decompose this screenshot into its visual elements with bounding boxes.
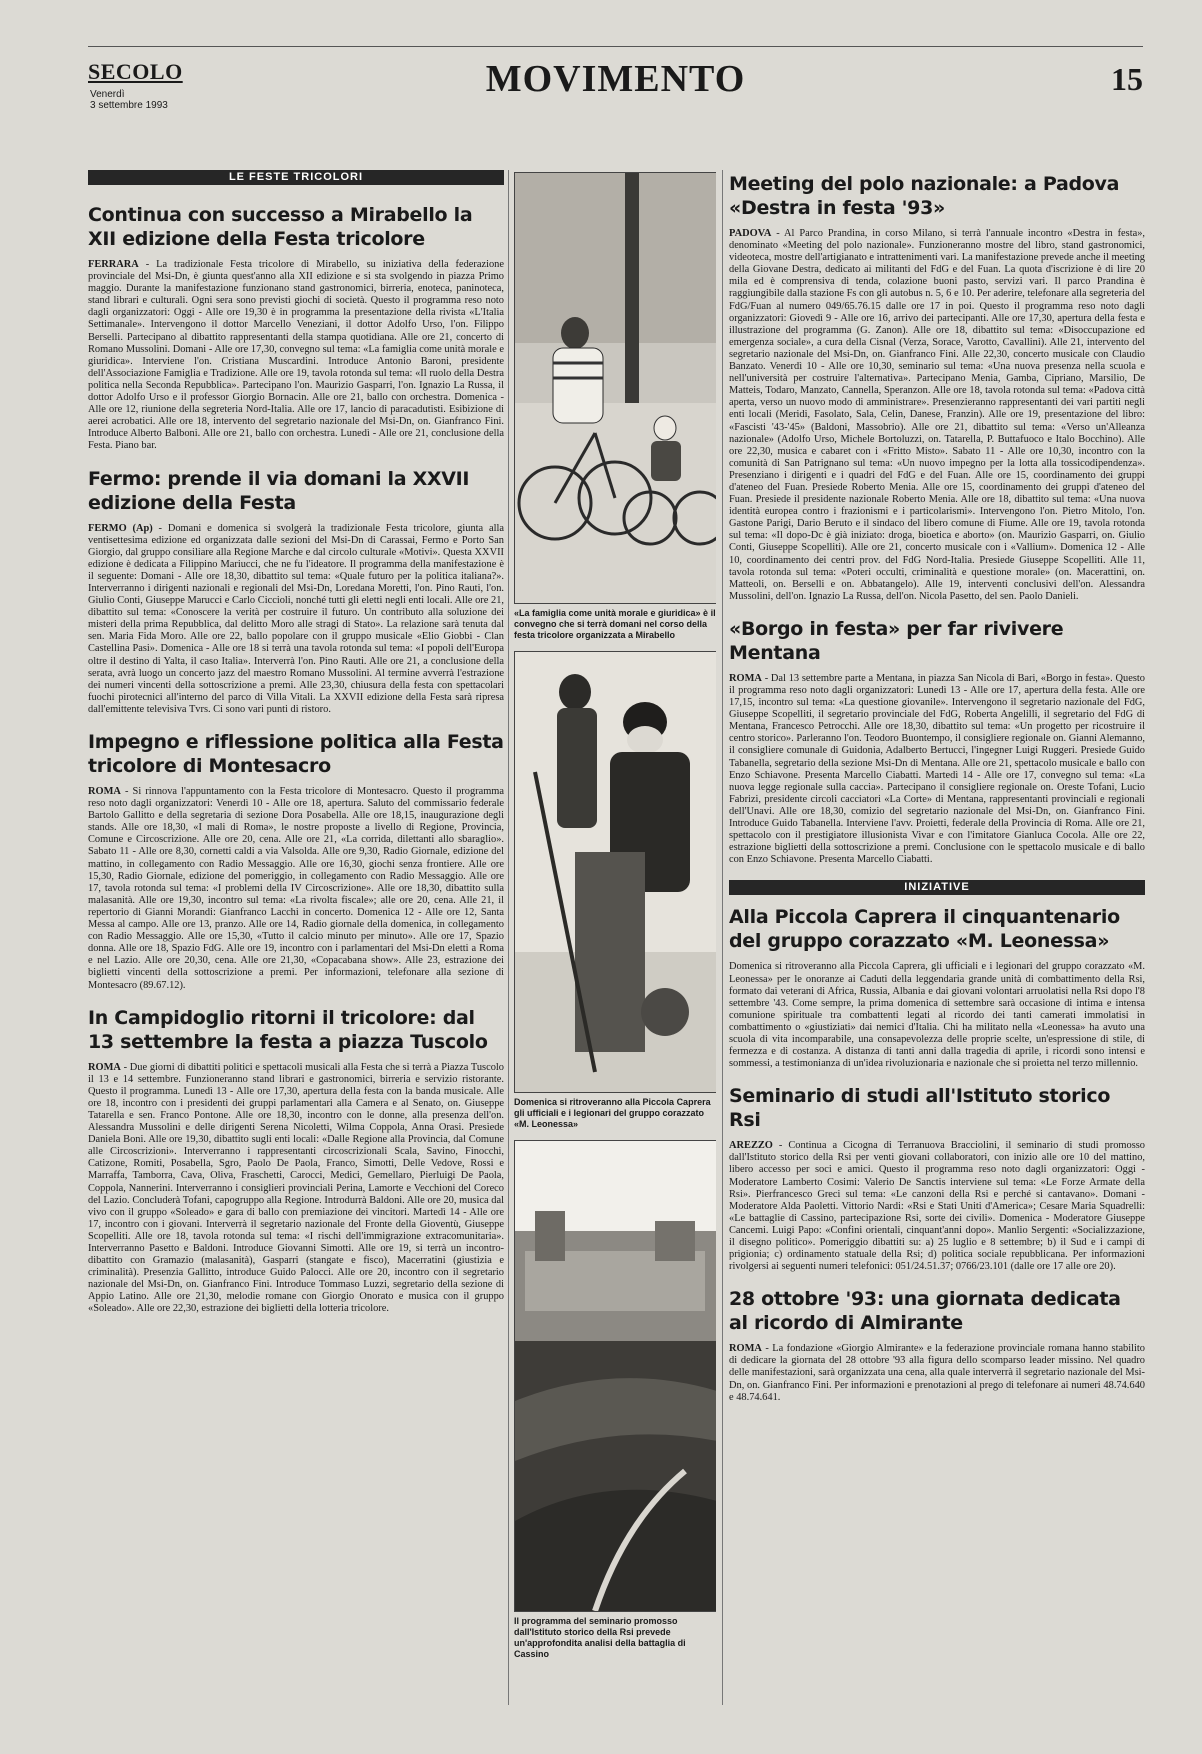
article-body [88,1062,504,1316]
article-headline: Meeting del polo nazionale: a Padova «Destra in festa '93» [729,173,1120,219]
article-dateline: ROMA [729,1343,762,1355]
article-headline: In Campidoglio ritorni il tricolore: dal 13 settembre la festa a piazza Tuscolo [88,1006,488,1053]
article-headline: «Borgo in festa» per far rivivere Mentana [729,617,1064,664]
article [729,617,1145,867]
article-text: - La tradizionale Festa tricolore di Mirabello, su iniziativa della federazione provinciale del Msi-Dn, è giunta quest'anno alla XII edizione e si sta svolgendo in piazza Primo maggio. Durante la manifestazione funzionano stand gastronomici, birreria, enoteca, paninoteca, stand librari e culturali. Ogni sera sono previsti giochi di società. Questo il programma reso noto dagli organizzatori: Oggi - Alle ore 19,30 è in programma la presentazione della rivista «L'Italia Settimanale». Intervengono il dottor Marcello Veneziani, il dottor Adolfo Urso, l'on. Filippo Berselli. Partecipano al dibattito rappresentanti della stampa quotidiana. Alle ore 21, concerto di Romano Mussolini. Domani - Alle ore 17,30, convegno sul tema: «La famiglia come unità morale e giuridica». Interviene l'on. Cristiana Muscardini. Introduce Antonio Baroni, presidente dell'Associazione Famiglia e Tradizione. Alle ore 19, tavola rotonda sul tema: «Il ruolo della Destra politica nella Seconda Repubblica». Partecipano l'on. Maurizio Gasparri, l'on. Ignazio La Russa, il dottor Adolfo Urso e il professor Giorgio Bornacin. Alle ore 21, ballo con orchestra. Domenica - Alle ore 12, riunione della segreteria Nord-Italia. Alle ore 17, lancio di paracadutisti. Esibizione di aerei acrobatici. Alle ore 18, intervento del segretario nazionale del Msi-Dn, on. Gianfranco Fini. Introduce Alberto Balboni. Alle ore 21, ballo con orchestra. Lunedì - Alle ore 21, conclusione della Festa. Piano bar. [88,259,504,452]
article-dateline: FERMO (Ap) [88,522,153,534]
newspaper-brand: SECOLO [88,59,183,84]
article-dateline: ROMA [88,1061,121,1073]
article-text: - Continua a Cicogna di Terranuova Bracciolini, il seminario di studi promosso dall'Istituto storico della Rsi per venti giovani collaboratori, con inizio alle ore 10 del mattino, libero accesso per soci e amici. Questo il programma reso noto dagli organizzatori: Oggi - Moderatore Lamberto Cosimi: Valerio De Sanctis interviene sul tema: «Le Forze Armate della Rsi». Pierfrancesco Greci sul tema: «Le canzoni della Rsi e perché si cantavano». Domani - Moderatore Alda Paoletti. Vittorio Nardi: «Rsi e Stati Uniti d'America»; Cesare Maria Squadrelli: «Le battaglie di Cassino, partecipazione Rsi, sorte dei civili». Domenica - Moderatore Giuseppe Cancemi. Luigi Papo: «Confini orientali, cinquant'anni dopo». Manlio Sergenti: «Socializzazione, il disegno politico». Pomeriggio dibattiti su: a) 25 luglio e 8 settembre; b) il Sud e i campi di prigionia; c) ordinamento statuale della Rsi; d) politica sociale repubblicana. Per informazioni rivolgersi ai seguenti numeri telefonici: 051/24.51.37; 0766/23.101 (dalle ore 17 alle ore 20). [729,1140,1145,1273]
photo-cassino [514,1140,716,1612]
photo-legionaries [514,651,716,1093]
page-number: 15 [1111,61,1143,97]
article [729,1084,1145,1273]
article-body [729,961,1145,1070]
article-dateline: AREZZO [729,1140,773,1152]
photo-legionaries-image [515,652,716,1092]
article-body [88,786,504,992]
section-kicker: LE FESTE TRICOLORI [88,170,504,185]
column-divider [722,170,723,1705]
photo-column [514,172,716,1702]
article-text: - La fondazione «Giorgio Almirante» e la federazione provinciale romana hanno stabilito di dedicare la giornata del 28 ottobre '93 alla figura dello scomparso leader missino. Nel quadro delle manifestazioni, sarà organizzata una cena, alla quale interverrà il segretario nazionale del Msi-Dn, on. Gianfranco Fini. Per informazioni e prenotazioni al prego di telefonare ai numeri 48.74.640 e 48.74.641. [729,1343,1145,1403]
section-kicker: INIZIATIVE [729,880,1145,895]
article [88,467,504,717]
article [88,730,504,992]
article [729,172,1145,603]
left-column [88,170,504,1705]
article-dateline: FERRARA [88,259,139,270]
issue-full-date: 3 settembre 1993 [90,100,168,111]
article-text: - Dal 13 settembre parte a Mentana, in piazza San Nicola di Bari, «Borgo in festa». Questo il programma reso noto dagli organizzatori: Lunedì 13 - Alle ore 17, apertura della festa. Alle ore 17,15, incontro sul tema: «La questione giovanile». Intervengono il segretario nazionale del FdG, Giuseppe Scopelliti, il segretario provinciale del FdG, Roberta Angelilli, il segretario del FdG di Mentana, Francesco Petrocchi. Alle ore 18,30, dibattito sul tema: «Un progetto per ricostruire il centro storico». Parleranno l'on. Teodoro Buontempo, il consigliere regionale on. Gianni Alemanno, il consigliere comunale di Guidonia, Adalberto Bertucci, l'ingegner Luigi Ruggeri. Presiede Guido Tabanella, segretario della sezione Msi-Dn di Mentana. Alle ore 21, spettacolo musicale e ballo con Enzo Schiavone. Presenta Marcello Ciabatti. Martedì 14 - Alle ore 17, convegno sul tema: «La nuova legge regionale sulla caccia». Partecipano il consigliere regionale on. Oreste Tofani, Lucio Fabrizi, presidente circoli cacciatori «La Corte» di Mentana, rappresentanti provinciali e regionali dell'Unavi. Alle ore 18,30, comizio del segretario nazionale del Msi-Dn, on. Gianfranco Fini. Introduce Guido Tabanella. Interviene l'avv. Proietti, federale della Provincia di Roma. Alle ore 21, spettacolo con il prestigiatore illusionista Vivar e con l'imitatore Gianluca Cocola. Alle ore 22, estrazione biglietti della sottoscrizione a premi. Conclusione con le spettacolo musicale e di ballo con Enzo Schiavone. Presenta Marcello Ciabatti. [729,672,1145,866]
article-headline: Fermo: prende il via domani la XXVII edizione della Festa [88,467,470,514]
article-text: Domenica si ritroveranno alla Piccola Caprera, gli ufficiali e i legionari del gruppo corazzato «M. Leonessa» per le onoranze ai Caduti della leggendaria grande unità di combattimento della Rsi, formato dai veterani di Africa, Russia, Albania e dai giovani volontari arruolatisi nella Rsi dopo l'8 settembre '43. Come sempre, la prima domenica di settembre sarà occasione di intima e intensa comunione spirituale tra combattenti legati al ricordo dei tanti camerati immolatisi in combattimento o «giustiziati» dai nemici d'Italia. Chi ha militato nella «Leonessa» ha avuto una scuola di vita incomparabile, una consapevolezza delle proprie scelte, un'espressione di stile, di fermezza e di costanza. A distanza di tanti anni dalla tragedia di aprile, i ricordi sono intensi e sommessi, a testimonianza di un'idea rivoluzionaria e nazionale che si proietta nel terzo millennio. [729,961,1145,1070]
article-body [88,523,504,717]
article-headline: Impegno e riflessione politica alla Festa tricolore di Montesacro [88,731,504,777]
photo-family-cycling [514,172,716,604]
article [88,203,504,453]
article-body [729,673,1145,867]
right-column [729,172,1145,1707]
issue-weekday: Venerdì [90,89,125,100]
article-text: - Si rinnova l'appuntamento con la Festa tricolore di Montesacro. Questo il programma reso noto dagli organizzatori: Venerdì 10 - Alle ore 18, apertura. Saluto del commissario federale Bartolo Gallitto e della segretaria di sezione Dora Posabella. Alle ore 18,15, inaugurazione degli stands. Alle ore 18,30, «I mali di Roma», le nostre proposte a livello di Regione, Provincia, Comune e Circoscrizione. Alle ore 20, cena. Alle ore 21, «La corrida, dilettanti allo sbaraglio». Sabato 11 - Alle ore 8,30, cornetti caldi a via Valsolda. Alle ore 9,30, Radio Giornale, edizione del mattino, in collegamento con Radio Messaggio. Alle ore 16,30, giochi senza frontiere. Alle ore 15,30, Radio Giornale, edizione del pomeriggio, in collegamento con Radio Messaggio. Alle ore 17, tavola rotonda sul tema: «I problemi della IV Circoscrizione». Alle ore 18,30, dibattito sulla malasanità. Alle ore 19,30, incontro sul tema: «La rivolta fiscale»; alle ore 20, cena. Alle 21, il repertorio di Gianni Morandi: Gianfranco Lacchi in concerto. Domenica 12 - Alle ore 12, Santa Messa al campo. Alle ore 13, pranzo. Alle ore 14, Radio giornale della domenica, in collegamento con Radio Messaggio. Alle ore 15,30, «Tutto il calcio minuto per minuto». Alle ore 17, Spazio donna. Alle ore 18, Spazio FdG. Alle ore 19, incontro con i parlamentari del Msi-Dn eletti a Roma e nel Lazio. Alle ore 20,30, cena. Alle ore 21,30, «Copacabana show». Alle 23, estrazione dei biglietti vincenti della sottoscrizione a premi. Per informazioni, telefonare alla sezione di Montesacro (89.67.12). [88,786,504,991]
article [88,1006,504,1316]
article-body [729,1140,1145,1273]
article-body [88,259,504,453]
article-text: - Al Parco Prandina, in corso Milano, si terrà l'annuale incontro «Destra in festa», denominato «Meeting del polo nazionale». Funzioneranno mostre del libro, stand gastronomici, videoteca, mostre dell'artigianato e intrattenimenti vari. La manifestazione prevede anche il meeting della Giovane Destra, dedicato ai militanti del FdG e del Fuan. La quota d'iscrizione è di lire 20 mila ed è comprensiva di tenda, colazione buoni pasto, servizi vari. Il parco Prandina è raggiungibile dalla stazione Fs con gli autobus n. 5, 6 e 10. Per aderire, telefonare alla segreteria del FdG/Fuan al numero 049/65.76.15 dalle ore 17 in poi. Questo il programma reso noto dagli organizzatori: Giovedì 9 - Alle ore 16, arrivo dei partecipanti. Alle ore 17,30, apertura della festa e illustrazione del programma (G. Zanon). Alle ore 18, dibattito sul tema: «Disoccupazione ed emergenza sociale», a cura della Cisnal (Verza, Sorace, Varotto, Cavallini). Alle 21, intervento del segretario nazionale del Msi-Dn, on. Gianfranco Fini. Alle 22,30, concerto musicale con Claudio Banzato. Venerdì 10 - Alle ore 10,30, seminario sul tema: «Una nuova presenza nella scuola e nell'università per costruire l'alternativa». Partecipano Menia, Gamba, Cipriano, Marsilio, De Matteis, Todaro, Manzato, Cannella, Speranzon. Alle ore 18, tavola rotonda sul tema: «Padova città aperta, verso un nuovo modo di amministrare». Presenzieranno rappresentanti dei vari partiti negli enti locali (Meridi, Fasolato, Sala, Celin, Danese, Franzin). Alle ore 19, presentazione del libro: «Fascisti '43-'45» (Baldoni, Massobrio). Alle ore 21, dibattito sul tema: «Verso un'Alleanza nazionale» (Adolfo Urso, Michele Bortoluzzi, on. Tatarella, P. Buttafuoco e Italo Bocchino). Alle ore 22,30, musica e cabaret con i «Fritto Misto». Sabato 11 - Alle ore 10,30, incontro con la comunità di San Patrignano sul tema: «Un nuovo impegno per la lotta alla tossicodipendenza». Presenziano i dirigenti e i quadri del FdG e del Fuan. Alle ore 15, coordinamento dei gruppi d'ateneo del Fuan. Presiede Roberto Menia. Alle ore 15, coordinamento dei gruppi d'ateneo del Fuan. Presiede il presidente nazionale Roberto Menia. Alle ore 18, dibattito sul tema: «Una nuova identità europea contro i frazionismi e i particolarismi». Intervengono l'on. Pietro Mitolo, l'on. Gastone Parigi, Dario Beruto e il sindaco del libero comune di Fiume. Alle ore 19, tavola rotonda sul tema: «Il dopo-Dc è già iniziato: droga, bioetica e aborto» (on. Maurizio Gasparri, on. Giulio Conti, Giuseppe Scopelliti). Alle ore 21, concerto musicale con i «Vallium». Domenica 12 - Alle 10, coordinamento dei centri prov. del FdG Nord-Italia. Presiede Giuseppe Scopelliti. Alle 11, tavola rotonda sul tema: «Poteri occulti, criminalità e questione morale» (on. Macerattini, on. Matteoli, on. Berselli e on. Abbatangelo). Alle 19, interventi conclusivi dell'on. Alessandra Mussolini, dell'on. Ignazio La Russa, dell'on. Nicola Pasetto, del sen. Paolo Danieli. [729,228,1145,602]
article-dateline: ROMA [729,672,762,684]
article-headline: Alla Piccola Caprera il cinquantenario del gruppo corazzato «M. Leonessa» [729,906,1120,953]
photo-caption: Domenica si ritroveranno alla Piccola Caprera gli ufficiali e i legionari del gruppo corazzato «M. Leonessa» [514,1097,711,1129]
photo-family-cycling-image [515,173,716,603]
photo-caption: Il programma del seminario promosso dall'Istituto storico della Rsi prevede un'approfondita analisi della battaglia di Cassino [514,1616,686,1659]
article-body [729,228,1145,603]
article-dateline: PADOVA [729,228,772,239]
photo-caption: «La famiglia come unità morale e giuridica» è il convegno che si terrà domani nel corso della festa tricolore organizzata a Mirabello [514,608,716,640]
article-headline: 28 ottobre '93: una giornata dedicata al ricordo di Almirante [729,1288,1121,1335]
article [729,1287,1145,1403]
article-headline: Seminario di studi all'Istituto storico Rsi [729,1085,1111,1132]
article-text: - Domani e domenica si svolgerà la tradizionale Festa tricolore, giunta alla ventisettesima edizione ed organizzata dalle sezioni del Msi-Dn di Carassai, Fermo e Porto San Giorgio, dal gruppo consiliare alla Regione Marche e dal circolo culturale «Motivi». Questa XXVII edizione è dedicata a Filippino Mariucci, che ne fu l'ideatore. Il programma della manifestazione è il seguente: Domani - Alle ore 18,30, dibattito sul tema: «Quale futuro per la politica italiana?». Interverranno i dirigenti nazionali e regionali del Msi-Dn, Loredana Moretti, l'on. Pino Rauti, l'on. Giulio Conti, Giuseppe Marucci e Carlo Ciccioli, nonché tutti gli eletti negli enti locali. Alle ore 21, dibattito sul tema: «Conoscere la verità per costruire il futuro. Un contributo alla soluzione dei misteri della prima Repubblica, dal delitto Moro alle stragi di Stato». La relazione sarà tenuta dal sen. Maria Fida Moro. Alle ore 22, ballo popolare con il gruppo musicale «Elio Giobbi - Clan Castellina Pasi». Domenica - Alle ore 18 si terrà una tavola rotonda sul tema: «I popoli dell'Europa oltre il destino di Yalta, il caso Italia». Interverrà l'on. Pino Rauti. Alle ore 21, a conclusione della serata, avrà luogo un concerto jazz del maestro Romano Mussolini. Al termine avverrà l'estrazione dei numeri vincenti della sottoscrizione a premi. Alle 23,30, chiusura della festa con spettacolari fuochi pirotecnici all'interno del parco di Villa Vitali. La XXVII edizione della Festa sarà ripresa dall'emittente televisiva Tvrs. Ci sono vari punti di ristoro. [88,522,504,715]
photo-cassino-image [515,1141,716,1611]
column-divider [508,170,509,1705]
article-headline: Continua con successo a Mirabello la XII edizione della Festa tricolore [88,204,473,250]
article-text: - Due giorni di dibattiti politici e spettacoli musicali alla Festa che si terrà a Piazza Tuscolo il 13 e 14 settembre. Funzioneranno stand librari e gastronomici, birreria e servizio ristorante. Questo il programma. Lunedì 13 - Alle ore 17,30, apertura della festa con la banda musicale. Alle ore 18, incontro con i presidenti dei gruppi parlamentari alla Camera e al Senato, on. Giuseppe Tatarella e sen. Franco Pontone. Alle ore 18,30, incontro con le donne, alla presenza dell'on. Alessandra Mussolini e delle dirigenti Serena Nicoletti, Wilma Coppola, Anna Orasi. Presiede Daniela Boni. Alle ore 19,30, dibattito sugli enti locali: «Dalle Regione alla Provincia, dal Comune alle Circoscrizioni». Interverranno i rappresentanti circoscrizionali Scala, Savino, Finocchi, Catizone, Romiti, Posabella, Sgro, Paolo De Paola, Franco, Simotti, Delle Vedove, Rossi e Marraffa, Tamborra, Cava, Oliva, Fraschetti, Carocci, Medici, Gemellaro, Pierluigi De Paola, Coppola, Nannerini. Interverranno i consiglieri provinciali Perina, Lamorte e Vecchioni del Coreco del Lazio. Concluderà Tofani, capogruppo alla Regione. Introdurrà Baldoni. Alle ore 20, musica dal vivo con il gruppo «Soleado» e gara di ballo con premiazione dei vincitori. Martedì 14 - Alle ore 17, incontro con i giovani. Interverrà il segretario nazionale del Fronte della Gioventù, Giuseppe Scopelliti. Alle ore 18, tavola rotonda sul tema: «I rischi dell'immigrazione extracomunitaria». Interverranno Pasetto e Baldoni. Introduce Giovanni Simotti. Alle ore 19, si terrà un incontro-dibattito con Gramazio (malasanità), Gasparri (stangate e fisco), Macerratini (giustizia e criminalità). Presenzia Gallitto, introduce Guido Palocci. Alle ore 20, incontro con il segretario nazionale del Msi-Dn, on. Gianfranco Fini. Introduce Tommaso Luzzi, segretario della sezione di Appio Latino. Alle ore 21,30, melodie romane con Giorgio Onorato e musica con il gruppo «Soleado». Alle ore 22,30, estrazione dei biglietti della lotteria tricolore. [88,1061,504,1315]
article-dateline: ROMA [88,786,121,797]
section-title: MOVIMENTO [485,58,746,100]
article [729,905,1145,1070]
article-body [729,1343,1145,1403]
masthead [88,46,1143,111]
